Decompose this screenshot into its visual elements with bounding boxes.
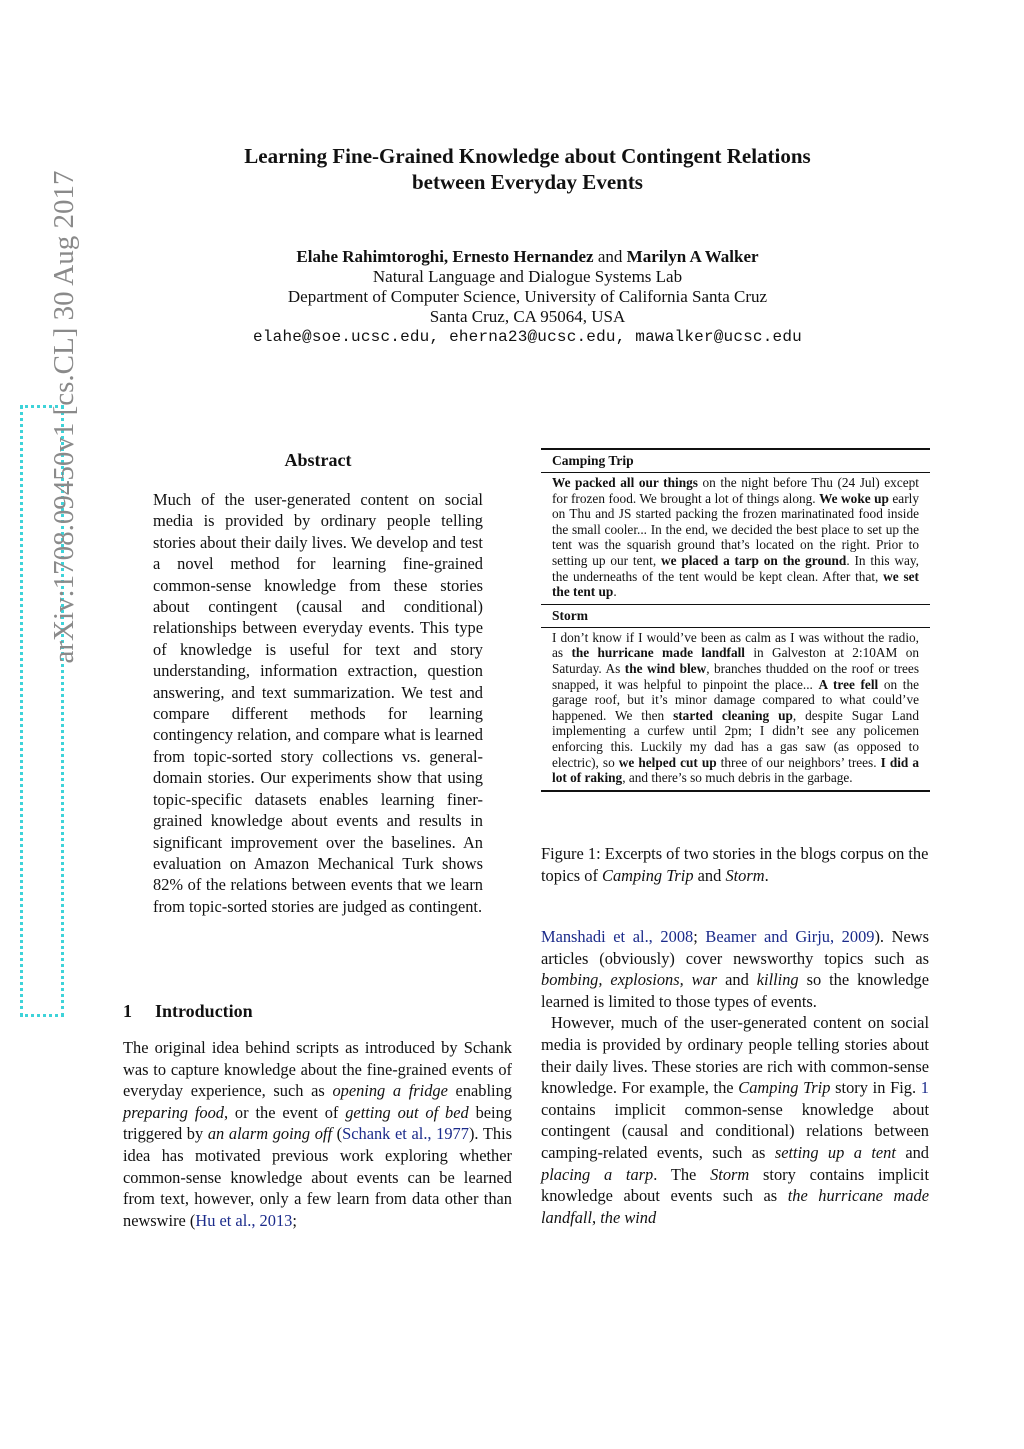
body-text: and: [895, 1142, 929, 1162]
right-paragraph-1: [541, 926, 929, 1012]
intro-text: (: [332, 1124, 343, 1144]
figure-ref-link[interactable]: 1: [920, 1078, 929, 1098]
right-paragraph-2: [541, 1012, 929, 1228]
story-span: , and there’s so much debris in the garbage.: [622, 770, 853, 786]
intro-text: ;: [292, 1210, 297, 1230]
story-bold: A tree fell: [818, 676, 879, 692]
story-span: . In this way, the underneaths of the tent would be kept clean. After that,: [552, 552, 919, 584]
intro-italic: opening a fridge: [332, 1081, 448, 1101]
story-span: , despite Sugar Land implementing a curfew until 2pm; I didn’t see any policemen enforcing this. Luckily my dad has a gas saw (as opposed to electric), so: [552, 707, 919, 770]
body-italic: bombing, explosions, war: [541, 970, 718, 990]
figure-bottom-rule: [541, 790, 930, 792]
body-text: story in Fig.: [830, 1078, 921, 1098]
body-text: ). News articles (obviously) cover newsworthy topics such as: [541, 927, 929, 968]
body-text: However, much of the user-generated content on social media is provided by ordinary people telling stories about their daily lives. These stories are rich with common-sense knowledge. For example, the: [541, 1013, 929, 1098]
body-text: and: [717, 970, 757, 990]
title-line-1: Learning Fine-Grained Knowledge about Contingent Relations: [244, 144, 811, 168]
body-italic: setting up a tent: [774, 1142, 896, 1162]
arxiv-stamp: arXiv:1708.09450v1 [cs.CL] 30 Aug 2017: [48, 170, 80, 664]
caption-italic: Storm: [725, 865, 765, 885]
figure-1: [541, 448, 930, 792]
body-italic: Camping Trip: [738, 1078, 831, 1098]
story-bold: the wind blew: [624, 660, 707, 676]
story-span: three of our neighbors’ trees.: [716, 754, 881, 770]
abstract-heading: Abstract: [284, 450, 352, 470]
body-italic: killing: [756, 970, 799, 990]
body-italic: placing a tarp: [541, 1164, 654, 1184]
affiliation-lab: Natural Language and Dialogue Systems Lab: [372, 267, 683, 286]
body-text: ,: [592, 1207, 601, 1227]
caption-text: Figure 1: Excerpts of two stories in the blogs corpus on the topics of: [541, 844, 929, 885]
intro-italic: an alarm going off: [207, 1124, 332, 1144]
story-text-storm: [541, 628, 930, 790]
abstract-text: Much of the user-generated content on social media is provided by ordinary people telling stories about their daily lives. We develop and test a novel method for learning fine-grained common-sense knowledge from these stories about contingent (causal and conditional) relationships between everyday events. This type of knowledge is useful for text and story understanding, information extraction, question answering, and text summarization. We test and compare different methods for learning contingency relation, and compare what is learned from topic-sorted story collections vs. general-domain stories. Our experiments show that using topic-specific datasets enables learning finer-grained knowledge about events and results in significant improvement over the baselines. An evaluation on Amazon Mechanical Turk shows 82% of the relations between events that we learn from topic-sorted stories are judged as contingent.: [153, 490, 483, 916]
intro-italic: getting out of bed: [345, 1102, 469, 1122]
body-italic: the hurricane made landfall: [541, 1186, 929, 1227]
story-heading-camping: Camping Trip: [552, 453, 634, 468]
author-block: [120, 247, 935, 347]
intro-text: enabling: [447, 1081, 512, 1101]
body-text: . The: [653, 1164, 711, 1184]
author-names: [120, 247, 935, 267]
story-text-camping: [541, 473, 930, 604]
body-text: story contains implicit knowledge about events such as: [541, 1164, 929, 1206]
paper-title: [120, 143, 935, 195]
intro-text: ). This idea has motivated previous work exploring whether common-sense knowledge about events can be learned from text, however, only a few learn from data other than newswire (: [123, 1124, 513, 1230]
story-span: I don’t know if I would’ve been as calm as I was without the radio, as: [552, 629, 919, 661]
story-bold: we set the tent up: [552, 568, 919, 600]
citation-link[interactable]: Hu et al., 2013: [195, 1210, 293, 1230]
story-bold: we helped cut up: [618, 754, 717, 770]
caption-italic: Camping Trip: [602, 865, 694, 885]
story-span: in Galveston at 2:10AM on Saturday. As: [552, 645, 920, 676]
body-text: so the knowledge learned is limited to those types of events.: [541, 970, 929, 1011]
body-italic: Storm: [710, 1164, 750, 1184]
citation-link[interactable]: Manshadi et al., 2008: [541, 927, 694, 946]
right-column-text: [541, 926, 929, 1228]
body-italic: the wind: [600, 1207, 657, 1227]
story-span: on the garage roof, but it’s minor damage compared to what could’ve happened. We then: [552, 676, 919, 723]
intro-italic: preparing food: [123, 1102, 224, 1122]
story-bold: we placed a tarp on the ground: [661, 552, 847, 568]
body-text: ;: [693, 927, 706, 946]
author-and: and: [597, 247, 623, 266]
figure-caption: [541, 843, 930, 886]
section-heading: [123, 1001, 253, 1022]
story-span: on the night before Thu (24 Jul) except for frozen food. We brought a lot of things along.: [552, 475, 919, 506]
title-line-2: between Everyday Events: [412, 170, 643, 194]
section-number: 1: [123, 1001, 132, 1021]
story-span: , branches thudded on the roof or trees snapped, it was helpful to pinpoint the place...: [552, 660, 920, 692]
story-heading-storm: Storm: [552, 607, 588, 623]
intro-text: The original idea behind scripts as introduced by Schank was to capture knowledge about the fine-grained events of everyday experience, such as: [123, 1038, 512, 1101]
caption-text: .: [764, 865, 769, 885]
author-names-2: Marilyn A Walker: [626, 247, 759, 266]
intro-text: being triggered by: [123, 1102, 512, 1144]
caption-text: and: [693, 865, 726, 885]
affiliation-address: Santa Cruz, CA 95064, USA: [429, 307, 626, 326]
story-bold: started cleaning up: [673, 707, 793, 723]
author-emails: elahe@soe.ucsc.edu, eherna23@ucsc.edu, mawalker@ucsc.edu: [253, 328, 802, 346]
story-bold: We packed all our things: [552, 475, 698, 490]
story-bold: I did a lot of raking: [552, 754, 919, 786]
intro-paragraph: [123, 1037, 512, 1231]
author-names-1: Elahe Rahimtoroghi, Ernesto Hernandez: [296, 247, 594, 266]
affiliation-dept: Department of Computer Science, University of California Santa Cruz: [287, 287, 768, 306]
section-title: Introduction: [155, 1001, 253, 1021]
story-span: early on Thu and JS started packing the frozen marinatinated food inside the small cooler... In the end, we decided the best place to set up the tent was the squarish ground that’s located on the right. Prior to setting up our tent,: [552, 490, 919, 568]
body-text: contains implicit common-sense knowledge about contingent (causal and conditional) relations between camping-related events, such as: [541, 1099, 929, 1162]
citation-link[interactable]: Beamer and Girju, 2009: [705, 927, 875, 946]
intro-text: , or the event of: [223, 1102, 346, 1122]
citation-link[interactable]: Schank et al., 1977: [342, 1124, 469, 1144]
story-bold: We woke up: [819, 490, 889, 506]
story-span: .: [613, 584, 617, 600]
story-bold: the hurricane made landfall: [571, 645, 745, 661]
